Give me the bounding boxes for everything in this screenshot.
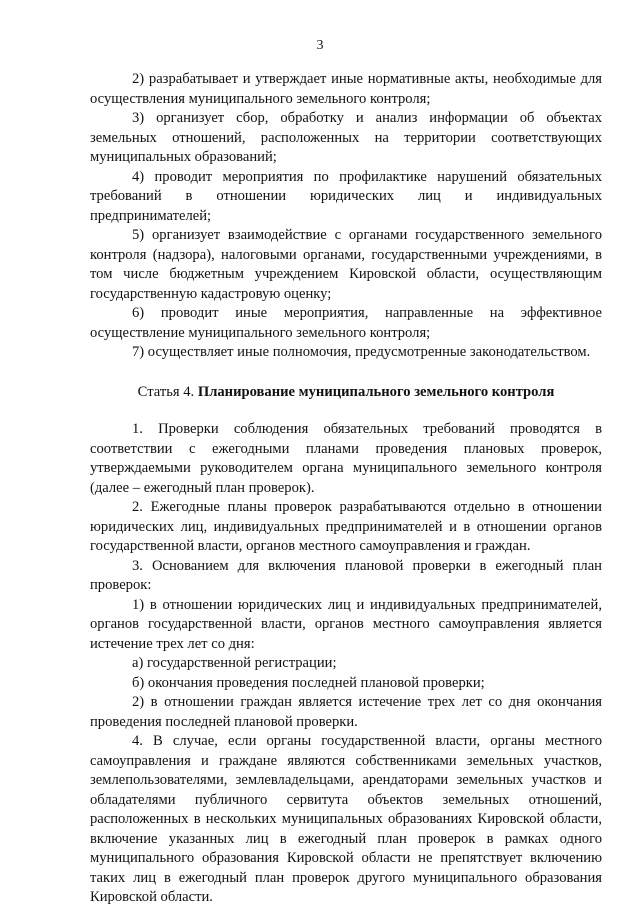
paragraph: 2. Ежегодные планы проверок разрабатываются отдельно в отношении юридических лиц, индивидуальных предпринимателей и в отношении органов государственной власти, органов местного самоуправления и граждан. bbox=[90, 499, 602, 554]
document-body bbox=[90, 70, 602, 908]
list-item: 4) проводит мероприятия по профилактике нарушений обязательных требований в отношении юридических лиц и индивидуальных предпринимателей; bbox=[90, 168, 602, 224]
paragraph: 1. Проверки соблюдения обязательных требований проводятся в соответствии с ежегодными планами проведения плановых проверок, утверждаемыми руководителем органа муниципального земельного контроля (далее – ежегодный план проверок). bbox=[90, 421, 602, 496]
list-item: 2) разрабатывает и утверждает иные нормативные акты, необходимые для осуществления муниципального земельного контроля; bbox=[90, 71, 602, 107]
list-item: 5) организует взаимодействие с органами государственного земельного контроля (надзора), налоговыми органами, государственными учреждениями, в том числе бюджетным учреждением Кировской области, осуществляющим государственную кадастровую оценку; bbox=[90, 227, 602, 302]
article-label: Статья 4. bbox=[137, 383, 198, 400]
paragraph: 1) в отношении юридических лиц и индивидуальных предпринимателей, органов государственной власти, органов местного самоуправления является истечение трех лет со дня: bbox=[90, 596, 602, 652]
article-heading bbox=[90, 383, 602, 403]
paragraph: 2) в отношении граждан является истечение трех лет со дня окончания проведения последней плановой проверки. bbox=[90, 694, 602, 730]
article-title: Планирование муниципального земельного контроля bbox=[197, 383, 555, 400]
page-number: 3 bbox=[316, 38, 324, 53]
paragraph: 3. Основанием для включения плановой проверки в ежегодный план проверок: bbox=[90, 557, 602, 593]
paragraph: а) государственной регистрации; bbox=[132, 655, 337, 671]
list-item: 7) осуществляет иные полномочия, предусмотренные законодательством. bbox=[132, 344, 591, 360]
paragraph: б) окончания проведения последней плановой проверки; bbox=[132, 674, 485, 691]
list-item: 3) организует сбор, обработку и анализ информации об объектах земельных отношений, расположенных на территории соответствующих муниципальных образований; bbox=[90, 110, 602, 165]
paragraph: 4. В случае, если органы государственной власти, органы местного самоуправления и граждане являются собственниками земельных участков, землепользователями, землевладельцами, арендаторами земельных участков и обладателями публичного сервитута объектов земельных отношений, расположенных в нескольких муниципальных образованиях Кировской области, включение указанных лиц в ежегодный план проверок в рамках одного муниципального образования Кировской области не препятствует включению таких лиц в ежегодный план проверок другого муниципального образования Кировской области. bbox=[90, 733, 602, 905]
list-item: 6) проводит иные мероприятия, направленные на эффективное осуществление муниципального земельного контроля; bbox=[90, 305, 602, 341]
